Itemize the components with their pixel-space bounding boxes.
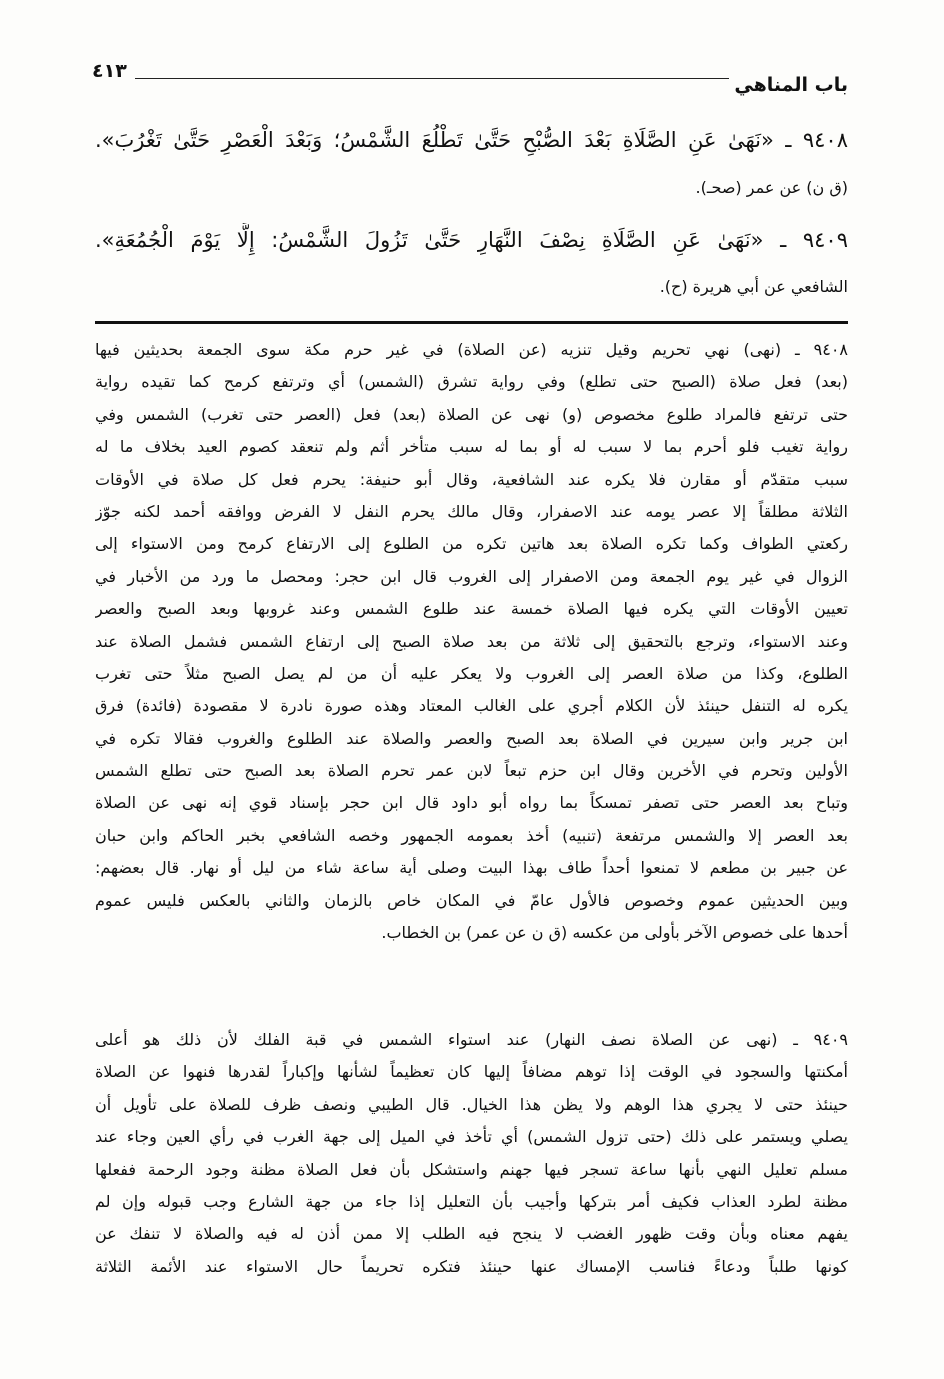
commentary-line: أمكنتها والسجود في الوقت إذا توهم مضافاً إليها كان تعظيماً لشأنها وإكباراً لقدرها فنهوا عن الصلاة	[95, 1062, 848, 1082]
commentary-line: أحدها على خصوص الآخر بأولى من عكسه (ق ن عن عمر) بن الخطاب.	[381, 923, 848, 943]
chapter-title: باب المناهي	[734, 74, 848, 96]
commentary-line: ٩٤٠٩ ـ (نهى عن الصلاة نصف النهار) عند استواء الشمس في قبة الفلك لأن ذلك هو أعلى	[95, 1030, 848, 1049]
header-rule	[135, 78, 729, 79]
commentary-line: حتى ترتفع فالمراد طلوع مخصوص (و) نهى عن الصلاة (بعد) فعل (العصر حتى تغرب) الشمس وفي	[95, 404, 848, 424]
commentary-9409	[95, 1024, 848, 1283]
commentary-9408	[95, 334, 848, 949]
commentary-divider	[95, 321, 848, 324]
hadith-9409-source: الشافعي عن أبي هريرة (ح).	[659, 277, 848, 296]
hadith-9409-text: ٩٤٠٩ ـ «نَهَىٰ عَنِ الصَّلَاةِ نِصْفَ النَّهَارِ حَتَّىٰ تَزُولَ الشَّمْسُ: إِلَّا يَوْمَ الْجُمُعَةِ».	[95, 228, 848, 252]
commentary-line: ٩٤٠٨ ـ (نهى) نهي تحريم وقيل تنزيه (عن الصلاة) في غير حرم مكة سوى الجمعة بحديثين فيها	[95, 340, 848, 359]
commentary-line: مسلم تعليل النهي بأنها ساعة تسجر فيها جهنم واستشكل بأن فعل الصلاة مظنة وجود الرحمة ففعلها	[95, 1159, 848, 1179]
commentary-line: مظنة لطرد العذاب فكيف أمر بتركها وأجيب بأن التعليل إذا جاء من جهة الشارع وجب قبوله وإن لم	[95, 1191, 848, 1211]
commentary-line: الأولين وتحرم في الأخرين وقال ابن حزم تبعاً لابن عمر تحرم الصلاة بعد الصبح حتى تطلع الشمس	[95, 761, 848, 781]
commentary-line: بعد العصر إلا والشمس مرتفعة (تنبيه) أخذ بعمومه الجمهور وخصه الشافعي بخبر الحاكم وابن حبان	[95, 825, 848, 845]
commentary-line: يكره له التنفل حينئذ لأن الكلام أجري على الغالب المعتاد وهذه صورة نادرة لا مقصودة (فائدة) فرق	[95, 696, 848, 716]
commentary-line: وعند الاستواء، وترجع بالتحقيق إلى ثلاثة من بعد صلاة الصبح إلى ارتفاع الشمس فشمل الصلاة عند	[95, 631, 848, 651]
hadith-9408-source: (ق ن) عن عمر (صحـ).	[695, 178, 848, 197]
commentary-line: (بعد) فعل صلاة (الصبح حتى تطلع) وفي رواية تشرق (الشمس) أي وترتفع كرمح كما تقيده رواية	[95, 372, 848, 392]
commentary-line: سبب متقدّم أو مقارن فلا يكره عند الشافعية، وقال أبو حنيفة: يحرم فعل كل صلاة في الأوقات	[95, 469, 848, 489]
commentary-line: الطلوع، وكذا من صلاة العصر إلى الغروب ولا يعكر عليه أن من لم يصل الصبح مثلاً حتى تغرب	[95, 663, 848, 683]
page-number: ٤١٣	[92, 60, 127, 82]
commentary-line: ركعتي الطواف وكما تكره الصلاة بعد هاتين تكره من الطلوع إلى الارتفاع كرمح ومن الاستواء إلى	[95, 534, 848, 554]
commentary-line: يصلي ويستمر على ذلك (حتى تزول الشمس) أي تأخذ في الميل إلى جهة الغرب في رأي العين وجاء عند	[95, 1127, 848, 1147]
commentary-line: حينئذ حتى لا يجري هذا الوهم ولا يظن هذا الخيال. قال الطيبي ونصف ظرف للصلاة على تأويل أن	[95, 1094, 848, 1114]
commentary-line: وتباح بعد العصر حتى تصفر تمسكاً بما رواه أبو داود قال ابن حجر بإسناد قوي إنه نهى عن الصلاة	[95, 793, 848, 813]
commentary-line: الثلاثة مطلقاً إلا عصر يومه عند الاصفرار، وقال مالك يحرم النفل لا الفرض ووافقه أحمد لكنه جوّز	[95, 501, 848, 521]
commentary-line: رواية تغيب فلو أحرم بما لا سبب له أو بما له سبب متأخر أثم ولم تنعقد كصوم العيد بخلاف ما له	[95, 437, 848, 457]
commentary-line: عن جبير بن مطعم لا تمنعوا أحداً طاف بهذا البيت وصلى أية ساعة شاء من ليل أو نهار. قال بعضهم:	[95, 858, 848, 878]
commentary-line: وبين الحديثين عموم وخصوص فالأول عامّ في المكان خاص بالزمان والثاني بالعكس فليس عموم	[95, 890, 848, 910]
commentary-line: تعيين الأوقات التي يكره فيها الصلاة خمسة عند طلوع الشمس وعند غروبها وبعد الصبح والعصر	[95, 599, 848, 619]
commentary-line: ابن جرير وابن سيرين في الصلاة بعد الصبح والعصر والصلاة عند الطلوع والغروب فقالا تكره في	[95, 728, 848, 748]
commentary-line: يفهم معناه وبأن وقت ظهور الغضب لا ينجح فيه الطلب إلا ممن أذن له فيه والصلاة لا تنفك عن	[95, 1224, 848, 1244]
commentary-line: الزوال في غير يوم الجمعة ومن الاصفرار إلى الغروب قال ابن حجر: ومحصل ما ورد من الأخبار في	[95, 566, 848, 586]
hadith-9408-text: ٩٤٠٨ ـ «نَهَىٰ عَنِ الصَّلَاةِ بَعْدَ الصُّبْحِ حَتَّىٰ تَطْلُعَ الشَّمْسُ؛ وَبَعْدَ الْعَصْرِ حَتَّىٰ تَغْرُبَ».	[95, 128, 848, 152]
commentary-line: كونها طلباً ودعاءً فناسب الإمساك عنها حينئذ فتكره تحريماً حال الاستواء عند الأئمة الثلاثة	[95, 1256, 848, 1276]
